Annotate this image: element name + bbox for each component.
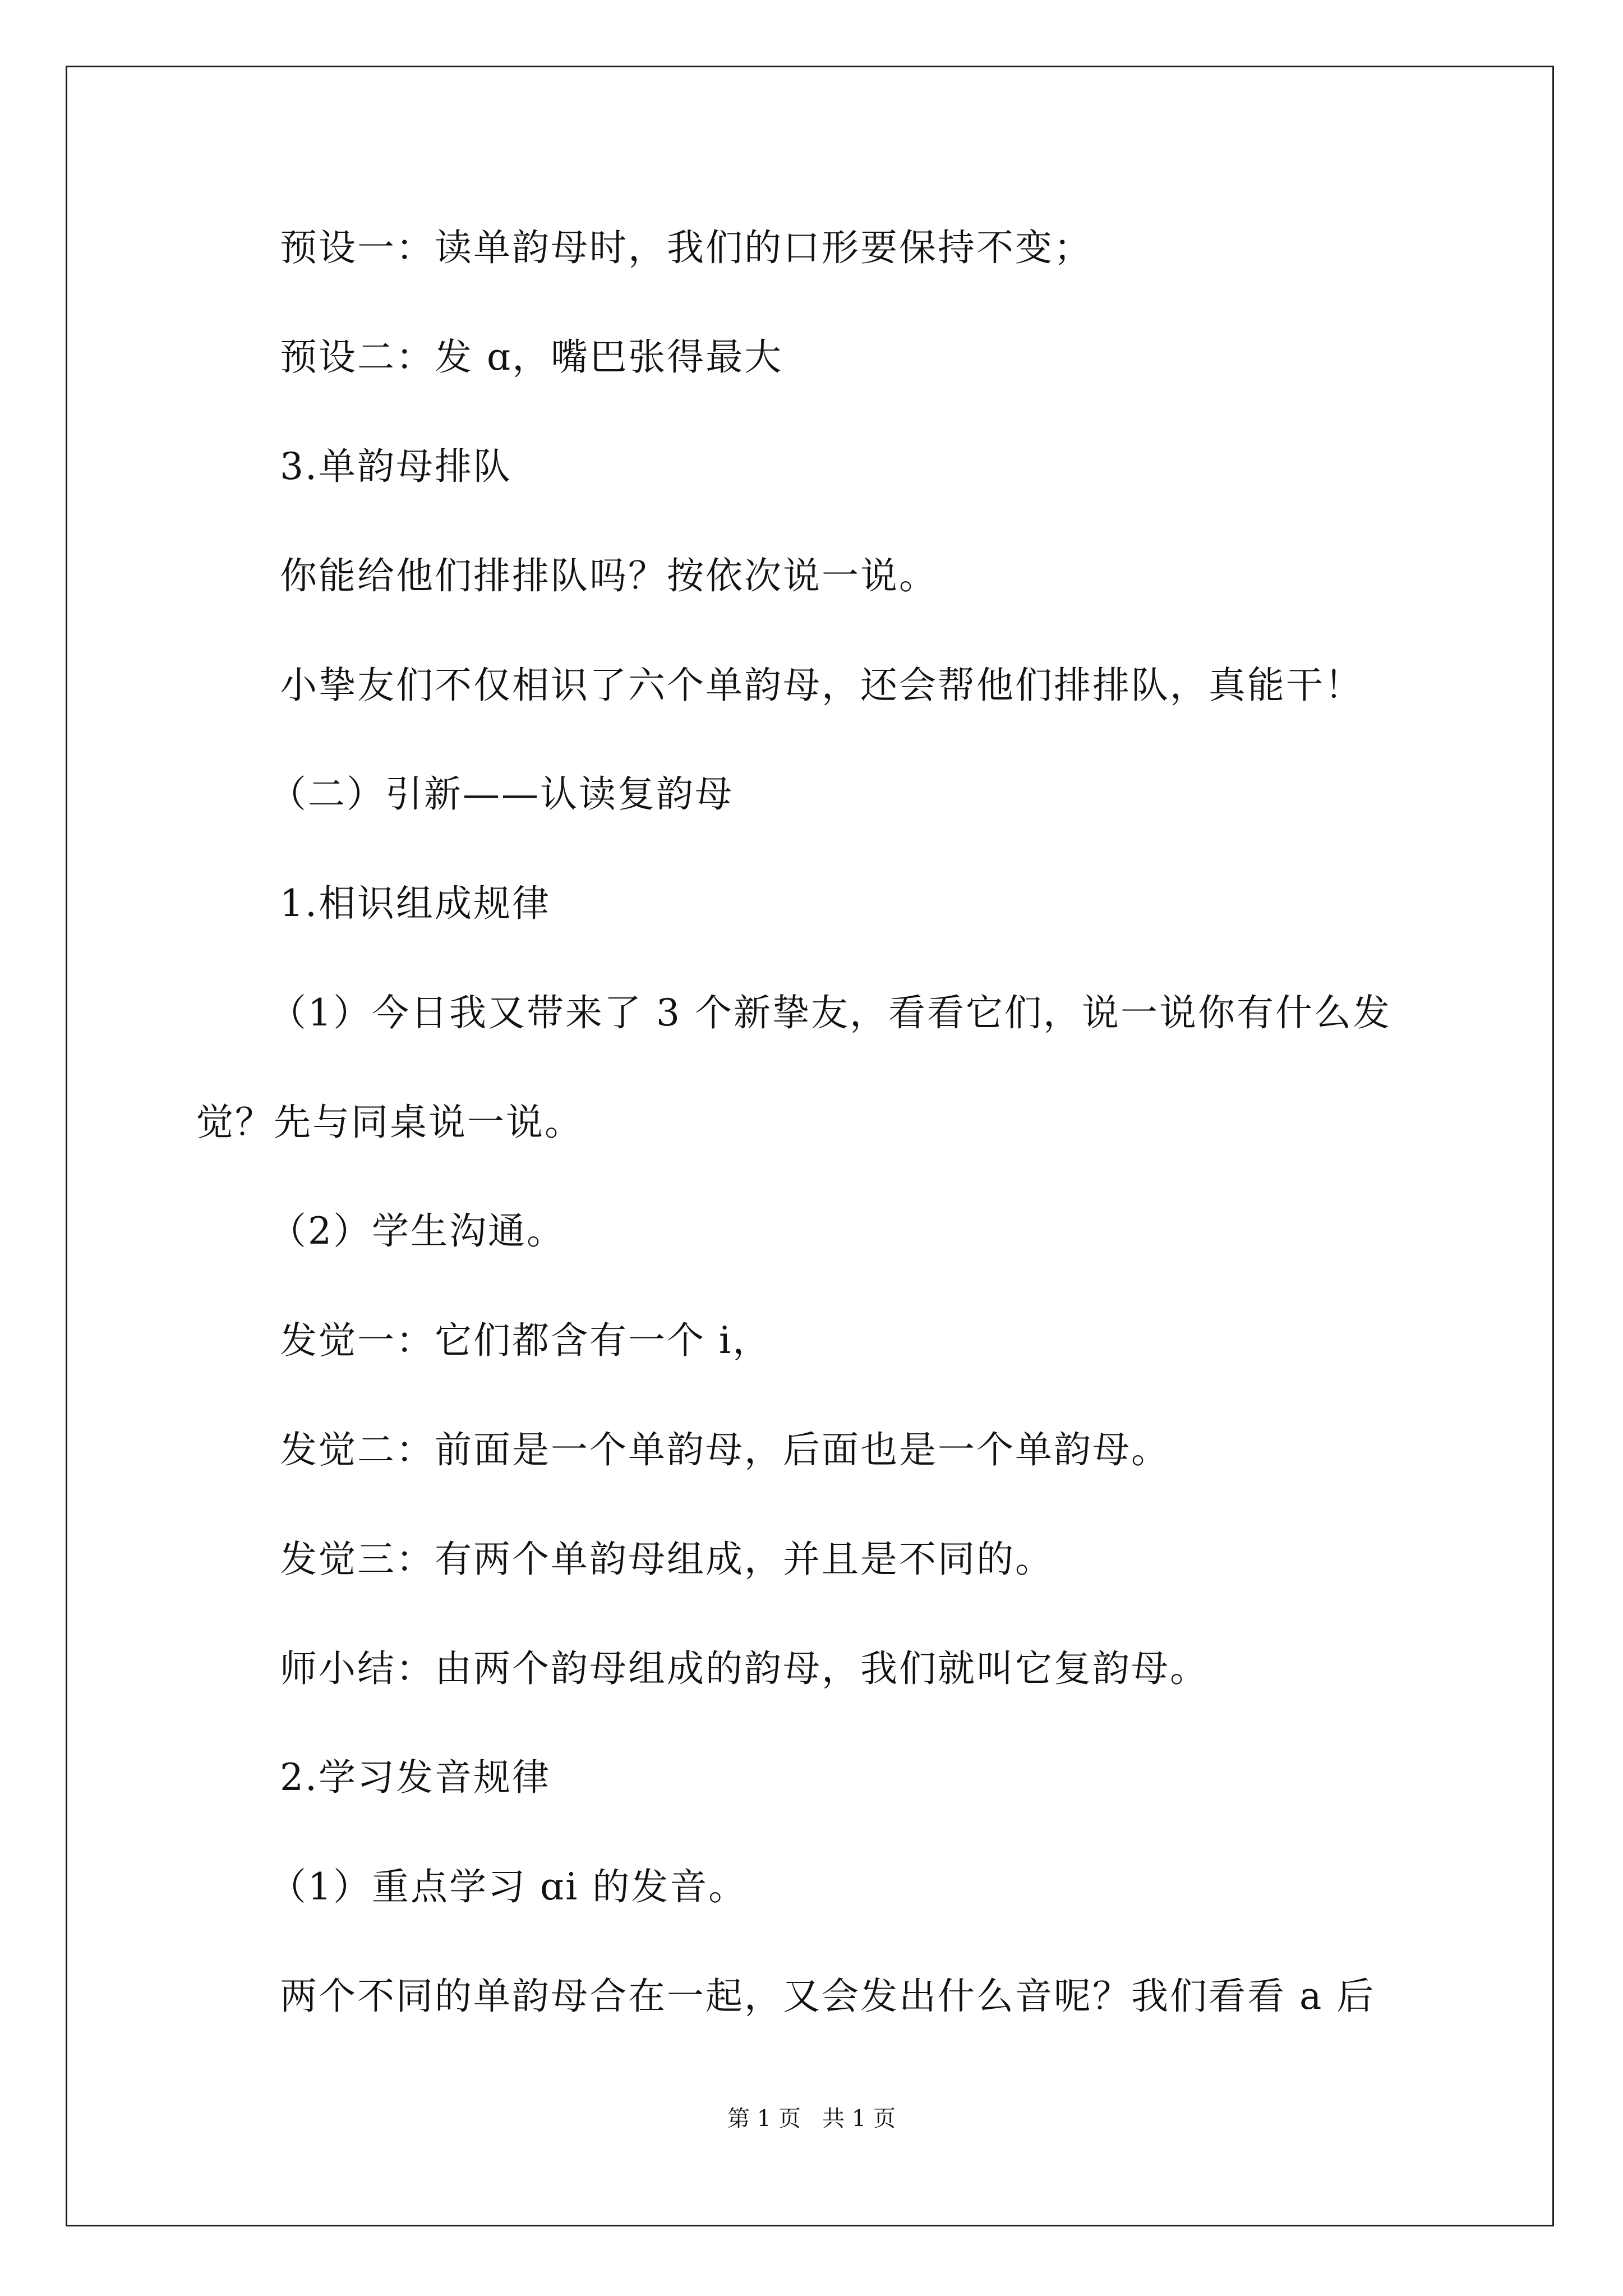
text-line-4: 你能给他们排排队吗？按依次说一说。: [280, 554, 938, 597]
text-line-13: 发觉三：有两个单韵母组成，并且是不同的。: [280, 1538, 1054, 1581]
text-line-12: 发觉二：前面是一个单韵母，后面也是一个单韵母。: [280, 1428, 1170, 1471]
text-line-11: 发觉一：它们都含有一个 i，: [280, 1319, 772, 1362]
text-line-9: 觉？先与同桌说一说。: [196, 1101, 583, 1144]
text-line-14: 师小结：由两个韵母组成的韵母，我们就叫它复韵母。: [280, 1647, 1209, 1690]
text-line-10: （2）学生沟通。: [269, 1209, 565, 1253]
text-line-15: 2.学习发音规律: [280, 1756, 551, 1799]
text-line-2: 预设二：发 ɑ，嘴巴张得最大: [280, 335, 783, 379]
text-line-3: 3.单韵母排队: [280, 445, 512, 488]
text-line-6: （二）引新——认读复韵母: [269, 772, 734, 816]
text-line-8: （1）今日我又带来了 3 个新挚友，看看它们，说一说你有什么发: [269, 991, 1391, 1034]
text-line-5: 小挚友们不仅相识了六个单韵母，还会帮他们排排队，真能干！: [280, 664, 1363, 707]
text-line-16: （1）重点学习 ɑi 的发音。: [269, 1865, 748, 1908]
page-footer: 第 1 页 共 1 页: [727, 2106, 896, 2132]
text-line-1: 预设一：读单韵母时，我们的口形要保持不变；: [280, 226, 1092, 269]
text-line-7: 1.相识组成规律: [280, 882, 551, 925]
text-line-17: 两个不同的单韵母合在一起，又会发出什么音呢？我们看看 a 后: [280, 1975, 1376, 2018]
